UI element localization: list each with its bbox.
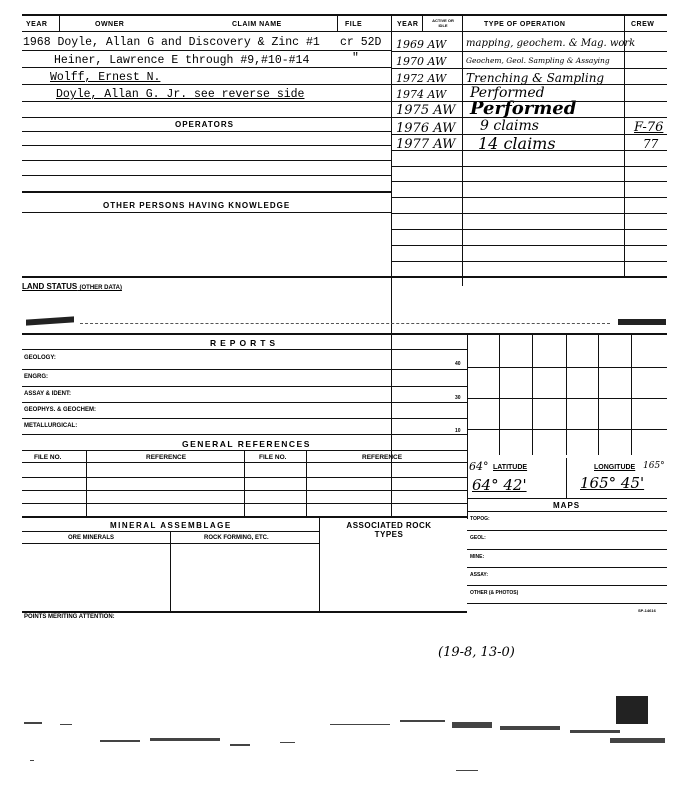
crew-header: CREW — [631, 21, 655, 28]
report-num-assay: 30 — [455, 395, 461, 401]
scan-smudge-left — [26, 316, 74, 325]
op-desc-4: Performed — [470, 85, 545, 101]
map-row-assay: ASSAY: — [470, 572, 489, 578]
report-label-metallurgical: METALLURGICAL: — [24, 423, 78, 429]
file-entry-2: " — [352, 52, 359, 65]
report-label-geology: GEOLOGY: — [24, 355, 56, 361]
rock-forming-header: ROCK FORMING, ETC. — [204, 535, 269, 541]
owner-header: OWNER — [95, 21, 125, 28]
type-of-operation-header: TYPE OF OPERATION — [484, 21, 566, 28]
report-label-assay: ASSAY & IDENT: — [24, 391, 72, 397]
points-meriting-label: POINTS MERITING ATTENTION: — [24, 614, 115, 620]
lon-suffix: 165° — [643, 461, 665, 471]
op-year-1: 1969 AW — [396, 38, 447, 51]
map-row-topog: TOPOG: — [470, 516, 490, 522]
report-label-geophys: GEOPHYS. & GEOCHEM: — [24, 407, 97, 413]
op-desc-2: Geochem, Geol. Sampling & Assaying — [466, 56, 610, 65]
file-header: FILE — [345, 21, 363, 28]
op-year-5: 1975 AW — [396, 103, 456, 118]
general-references-heading: GENERAL REFERENCES — [182, 439, 311, 449]
latitude-value: 64° 42' — [472, 476, 527, 494]
file-entry-1: cr 52D — [340, 36, 382, 49]
op-year-2: 1970 AW — [396, 55, 447, 68]
map-row-other: OTHER (& PHOTOS) — [470, 590, 519, 596]
reports-heading: REPORTS — [210, 338, 280, 348]
lat-prefix: 64° — [469, 460, 489, 473]
op-year-7: 1977 AW — [396, 137, 456, 152]
other-persons-heading: OTHER PERSONS HAVING KNOWLEDGE — [103, 201, 291, 210]
year2-header: YEAR — [397, 21, 419, 28]
ore-minerals-header: ORE MINERALS — [68, 535, 115, 541]
longitude-label: LONGITUDE — [594, 464, 636, 471]
ref-file-no2-header: FILE NO. — [259, 454, 287, 461]
scan-noise-band — [0, 700, 678, 780]
crew-entry-2: 77 — [643, 137, 659, 151]
scan-smudge-right — [618, 319, 666, 325]
land-status-heading — [22, 282, 122, 291]
owner-line-1: 1968 Doyle, Allan G and Discovery & Zinc #1 — [23, 36, 320, 49]
active-idle-header: ACTIVE OR IDLE — [432, 18, 454, 28]
op-desc-7: 14 claims — [478, 134, 556, 153]
op-year-3: 1972 AW — [396, 72, 447, 85]
crew-entry-1: F-76 — [634, 120, 664, 135]
op-desc-3: Trenching & Sampling — [466, 71, 605, 85]
op-desc-6: 9 claims — [480, 118, 539, 134]
op-desc-1: mapping, geochem. & Mag. work — [466, 38, 636, 49]
op-year-6: 1976 AW — [396, 121, 456, 136]
longitude-value: 165° 45' — [580, 474, 645, 492]
report-num-metallurgical: 10 — [455, 428, 461, 434]
handwritten-ref: (19-8, 13-0) — [438, 645, 515, 660]
op-year-4: 1974 AW — [396, 88, 447, 101]
operators-heading: OPERATORS — [175, 120, 234, 129]
ref-reference-header: REFERENCE — [146, 454, 187, 461]
report-num-geology: 40 — [455, 361, 461, 367]
form-code: SP-14616 — [638, 608, 656, 613]
ref-file-no-header: FILE NO. — [34, 454, 62, 461]
owner-line-3: Wolff, Ernest N. — [50, 71, 161, 84]
associated-rock-types-heading: ASSOCIATED ROCK TYPES — [346, 521, 432, 539]
map-row-geol: GEOL: — [470, 535, 486, 541]
owner-line-4: Doyle, Allan G. Jr. see reverse side — [56, 88, 305, 101]
maps-heading: MAPS — [553, 501, 581, 510]
mineral-assemblage-heading: MINERAL ASSEMBLAGE — [110, 521, 232, 530]
ref-reference2-header: REFERENCE — [362, 454, 403, 461]
claim-name-header: CLAIM NAME — [232, 21, 282, 28]
land-status-label: LAND STATUS — [22, 282, 78, 291]
report-label-engrg: ENGRG: — [24, 374, 48, 380]
latitude-label: LATITUDE — [493, 464, 528, 471]
land-status-note: (OTHER DATA) — [79, 285, 122, 291]
map-row-mine: MINE: — [470, 554, 485, 560]
owner-line-2: Heiner, Lawrence E through #9,#10-#14 — [54, 54, 310, 67]
year-header: YEAR — [26, 21, 48, 28]
op-desc-5: Performed — [470, 98, 577, 119]
